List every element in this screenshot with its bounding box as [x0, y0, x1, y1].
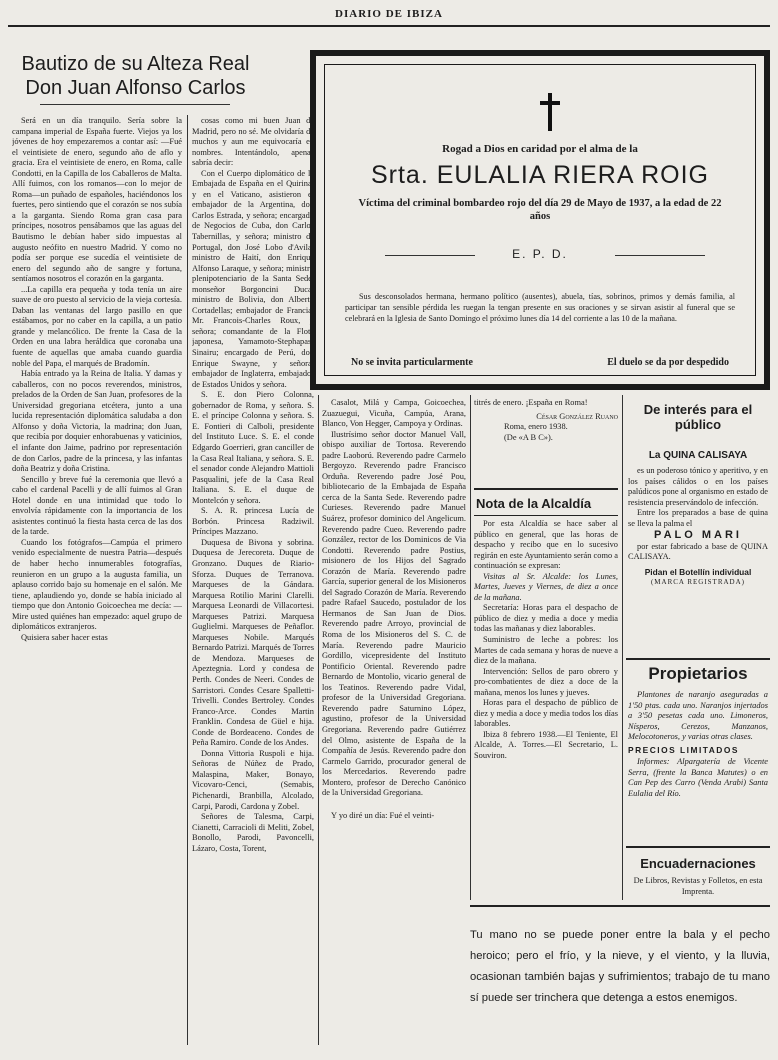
paragraph: Horas para el despacho de público de diez y media a doce y media todos los días laborables. — [474, 698, 618, 729]
masthead: DIARIO DE IBIZA — [335, 8, 443, 20]
paragraph: Había entrado ya la Reina de Italia. Y damas y caballeros, con no pocos reverendos, ministros, prelados de la Orden de San Juan, profesores de la Universidad gregoriana etcétera, junto a una lucida representación diplomática saludaba a don Alfonso y doña Victoria, la madrina; don Juan, que recibía por doquier enhorabuenas y vaticinios, el infante don Jaime, padrino por representación de don Carlos, padre de la princesa, y las infantas doña Beatriz y doña Cristina. — [12, 369, 182, 474]
encuadernaciones-text: De Libros, Revistas y Folletos, en esta Imprenta. — [633, 876, 763, 896]
paragraph: Cuando los fotógrafos—Campúa el primero venido especialmente de nuestra Patria—después de haber hecho innumerables fotografías, reunieron en un grupo a la augusta familia, un aplauso corrido bajo su homenaje en el salón. Me tiene, aplaudiendo yo, donde se había iniciado al tiempo que don Antonio Goicoechea me decía: —Mire usted quiénes han empezado: aquel grupo de diplomáticos extranjeros. — [12, 537, 182, 632]
obituary-inner-frame — [324, 64, 756, 376]
trinchera-quote: Tu mano no se puede poner entre la bala y el pecho heroico; pero el frío, y la nieve, y el viento, y la lluvia, ocasionan también bajas y sufrimientos; trabajo de tu mano sí puede ser trinchera que detenga a estos enemigos. — [470, 905, 770, 1009]
obituary-box — [310, 50, 770, 390]
paragraph: titrés de enero. ¡España en Roma! — [474, 398, 588, 407]
interes-pidan: Pidan el Botellín individual — [644, 566, 752, 577]
obituary-duelo: El duelo se da por despedido — [607, 357, 729, 368]
paragraph: Ibiza 8 febrero 1938.—El Teniente, El Alcalde, A. Torres.—El Secretario, L. Souviron. — [474, 729, 618, 761]
paragraph: Por esta Alcaldía se hace saber al público en general, que las horas de despacho y recibo que en lo sucesivo regirán en este Ayuntamiento serán como a continuación se expresan: — [474, 519, 618, 571]
interes-marca: (MARCA REGISTRADA) — [650, 578, 746, 587]
obituary-body: Sus desconsolados hermana, hermano político (ausentes), abuela, tías, sobrinos, primos y demás familia, al participar tan sensible pérdida les ruegan la tengan presente en sus oraciones y se sirvan asistir al funeral que se celebrará en la Iglesia de Santo Domingo el próximo lunes día 14 del corriente a las 10 de la mañana. — [345, 292, 735, 323]
precios-limitados: PRECIOS LIMITADOS — [628, 744, 739, 755]
column-divider — [470, 395, 471, 900]
paragraph: Suministro de leche a pobres: los Martes de cada semana y horas de nueve a diez de la mañana. — [474, 635, 618, 666]
column-divider — [622, 395, 623, 900]
article-ending — [474, 398, 618, 478]
obituary-no-invite: No se invita particularmente — [351, 357, 473, 368]
paragraph: Duquesa de Bivona y sobrina. Duquesa de Jerecoreta. Duque de Gronzano. Duques de Riario-Sforza. Duques de Terranova. Marqueses de la Gándara. Marquesa Rotilio Marini Clarelli. Marquesa Leonardi de Villacortesi. Marqueses Patrizi. Marquesa Guglielmi. Marqueses de Peñaflor. Marqueses Nobile. Marqués Bernardo Patrizi. Marqués de Torres de Mendoza. Marqueses de Apeztegnia. Lord y condesa de Perth. Condes de Neeri. Condes de Sarristori. Condes Cesare Spalletti-Trivelli. Condes Bertroley. Condes Franco-Arce. Condes Martin Franklin. Condesa de Güel e hija. Conde de Bordeaceno. Condes de Peña Ramiro. Conde de los Andes. — [192, 537, 314, 748]
obituary-name: Srta. EULALIA RIERA ROIG — [370, 161, 709, 189]
propietarios-top-rule — [626, 658, 770, 660]
paragraph: Quisiera saber hacer estas — [21, 632, 108, 642]
column-divider — [318, 395, 319, 1045]
alcaldia-title-rule — [474, 515, 618, 516]
paragraph: es un poderoso tónico y aperitivo, y en los países cálidos o en los países palúdicos pone al organismo en estado de resistencia preservándolo de infección. — [628, 466, 768, 507]
top-rule — [8, 25, 770, 27]
paragraph: ...La capilla era pequeña y toda tenía un aire suave de oro puesto al servicio de la vieja cortesía. Daban las ventanas del largo pasillo en que estábamos, por no caber en la capilla, a un patio grande y melancólico. De frente la Casa de la Orden en una labra heráldica que coronaba una fuente de aquellas que amaba cuando guardia noble del Papa, el marqués de Bradomín. — [12, 284, 182, 368]
article-column-2 — [192, 116, 314, 1048]
paragraph: Plantones de naranjo aseguradas a 1'50 ptas. cada uno. Naranjos injertados a 3'50 pesetas cada uno. Limoneros, Nísperos, Cerezos, Manzanos, Melocotoneros, y varias otras clases. — [628, 690, 768, 742]
article-column-3 — [322, 398, 466, 1048]
paragraph: por estar fabricado a base de QUINA CALISAYA. — [628, 541, 768, 562]
paragraph: Será en un día tranquilo. Sería sobre la campana imperial de España fuerte. Viejos ya los jóvenes de hoy empezaremos a contar así: —Fué el veintisiete de enero, segundo año de aflo y gracia. Era el veintisiete de enero, en Roma, calle Condotti, en la Capilla de los Caballeros de Malta. Allí fuimos, con los romanos—con lo mejor de Roma—un puñado de españoles, haciéndonos los fuertes, pero sintiendo que el corazón se nos subía a la garganta. Siendo Roma gran casa para príncipes, nosotros pensábamos que las aguas del Bautismo le debían haber sido impuestas al augusto neófito en nuestro Madrid. Y como no podía ser porque ese sucedía el veintisiete de enero del segundo año de sangre y fortuna, sentíamos nosotros el corazón en la garganta. — [12, 116, 182, 284]
paragraph: Informes: Alpargatería de Vicente Serra, (frente la Banca Matutes) o en Can Pep des Carro (Venda Arabi) Santa Eulalia del Río. — [628, 757, 768, 798]
cross-icon — [540, 93, 560, 131]
paragraph: Sencillo y breve fué la ceremonia que llevó a cabo el cardenal Pacelli y de allí fuimos al Gran Hotel donde en una intimidad que todo lo envolvía rápidamente con la importancia de los asistentes continuó la fiesta hasta cerca de las dos de la tarde. — [12, 474, 182, 537]
encuadernaciones-top-rule — [626, 846, 770, 848]
rip-rule-right — [615, 255, 705, 256]
alcaldia-top-rule — [474, 488, 618, 490]
paragraph: Donna Vittoria Ruspoli e hija. Señoras de Núñez de Prado, Malaspina, Maker, Bonayo, Vicovaro-Cenci, (Semabis, Pichenardi, Branbilla, Alcolado, Carpi, Parodi, Cardona y Zobel. — [192, 748, 314, 811]
alcaldia-body — [474, 519, 618, 901]
obituary-intro: Rogad a Dios en caridad por el alma de la — [442, 143, 638, 155]
paragraph: Visitas al Sr. Alcalde: los Lunes, Martes, Jueves y Viernes, de diez a once de la mañana. — [474, 571, 618, 602]
obituary-description: Víctima del criminal bombardeo rojo del día 29 de Mayo de 1937, a la edad de 22 años — [358, 198, 722, 222]
paragraph: Secretaría: Horas para el despacho de público de diez y media a doce y media todas las mañanas y diez laborables. — [474, 603, 618, 634]
column-divider — [187, 115, 188, 1045]
paragraph: S. A. R. princesa Lucía de Borbón. Princesa Radziwil. Príncipes Mazzano. — [192, 506, 314, 537]
paragraph: cosas como mi buen Juan de Madrid, pero no sé. Me olvidaría de muchos y aun me equivocaría en nombres. Intentándolo, apenas sabría decir: — [192, 116, 314, 168]
propietarios-body — [628, 690, 768, 832]
paragraph: Y yo diré un día: Fué el veinti- — [331, 810, 435, 820]
article-column-1 — [12, 116, 182, 1048]
obituary-rip: E. P. D. — [512, 247, 568, 261]
paragraph: Intervención: Sellos de paro obrero y pro-combatientes de diez a doce de la mañana, menos los lunes y jueves. — [474, 666, 618, 697]
paragraph: Casalot, Milá y Campa, Goicoechea, Zuazuegui, Vicuña, Campúa, Arana, Blanco, Von Hegger, Campoya y Ordinas. — [322, 398, 466, 429]
paragraph: Señores de Talesma, Carpi, Cianetti, Carracioli di Meliti, Zobel, Bonollo, Parodi, Pavoncelli, Lázaro, Costa, Torent, — [192, 812, 314, 853]
interes-title: De interés para el público — [643, 402, 753, 432]
alcaldia-title: Nota de la Alcaldía — [476, 496, 592, 511]
article-signature-source: (De «A B C»). — [504, 432, 553, 442]
paragraph: Con el Cuerpo diplomático de la Embajada de España en el Quirinal y en el Vaticano, asistieron el embajador de la Argentina, don Carlos Estrada, y señora; encargado de Negocios de Cuba, don Carlos Tabernillas, y señora; ministro de Portugal, don José Lobo d'Avila; ministro de Haití, don Enrique Alfonso Laraque, y señora; ministro plenipotenciario de la Santa Sede, monseñor Borgoncini Duca; ministro de Bolivia, don Alberto Cortadellas; embajador de Francia, Mr. Francois-Charles Roux, y señora; comandante de la Flota japonesa, Yamamoto-Stephapas-Sinairu; encargado de Perú, don Enrique Swayne, y señora; embajador de Inglaterra, embajador de Estados Unidos y señora. — [192, 168, 314, 389]
paragraph: Ilustrísimo señor doctor Manuel Vall, obispo auxiliar de Tortosa. Reverendo padre Laoború. Reverendo padre Carmelo Bergoyzo. Reverendo padre Francisco Orduña. Reverendo padre José Pou, bibliotecario de la Embajada de España cerca de la Santa Sede. Reverendo padre Curieses. Reverendo padre Manuel Suárez, profesor dominico del Angelicum. Reverendo padre Cueo. Reverendo padre González, rector de los Dominicos de Via Condotti. Reverendo padre Postius, misionero de los Hijos del Sagrado Corazón de María. Reverendo padre García, superior general de los Misioneros del Sagrado Corazón de María. Reverendo padre Rafael Saucedo, postulador de los Hermanos de San Juan de Dios. Reverendo padre Arroyo, provincial de Roma de los Misioneros del S. C. de María. Reverendo padre Mauricio Gordillo, vicepresidente del Instituto Pontificio Oriental. Reverendo padre Bernardo de Montolio, vicario general de los Teatinos. Reverendo padre Vidal, profesor de la Universidad Gregoriana. Reverendo padre Saturnino López, agustino, profesor de la Universidad Gregoriana. Reverendo padre Gutiérrez del Olmo, asistente de España de la Compañía de Jesús. Reverendo padre don Carmelo Garrido, procurador general de los Mercedarios. Reverendo padre Montero, profesor de Derecho Canónico de la Universidad Gregoriana. — [322, 429, 466, 798]
article-signature-place: Roma, enero 1938. — [504, 422, 568, 432]
propietarios-title: Propietarios — [648, 664, 748, 683]
encuadernaciones-title: Encuadernaciones — [640, 856, 756, 871]
paragraph: S. E. don Piero Colonna, gobernador de Roma, y señora. S. E. el príncipe Colonna y señora. S. E. Fontieri di Calboli, presidente del Instituto Luce. S. E. el conde Edgardo Goerrieri, gran canciller de la Casa Real Italiana, y señora. S. E. el senador conde Alejandro Mattioli Pasqualini, jefe de la Casa Real Italiana. S. E. el duque de Montelcón y señora. — [192, 390, 314, 505]
palo-mari: PALO MARI — [654, 529, 742, 542]
title-underline — [40, 104, 230, 105]
interes-body — [628, 466, 768, 636]
paragraph: Entre los preparados a base de quina se lleva la palma el — [628, 508, 768, 528]
article-title: Bautizo de su Alteza Real Don Juan Alfonso Carlos — [21, 53, 250, 99]
interes-brand: La QUINA CALISAYA — [648, 450, 748, 461]
article-signature: César González Ruano — [536, 411, 618, 421]
